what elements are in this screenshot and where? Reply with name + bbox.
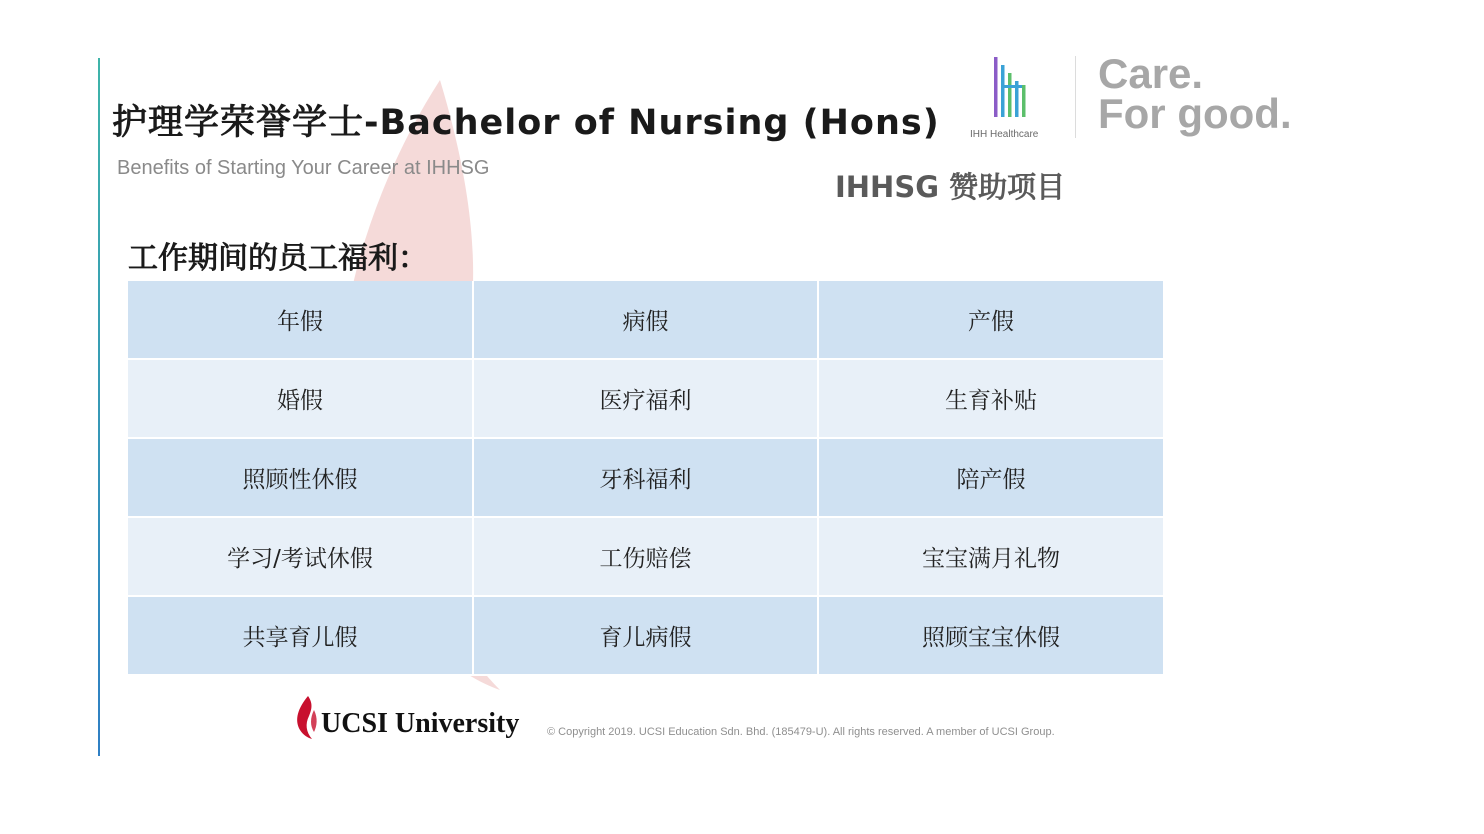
table-cell: 病假 <box>473 281 818 359</box>
table-cell: 照顾性休假 <box>128 438 473 517</box>
copyright-notice: © Copyright 2019. UCSI Education Sdn. Bhd. (185479-U). All rights reserved. A member of UCSI Group. <box>547 726 1055 738</box>
table-cell: 学习/考试休假 <box>128 517 473 596</box>
table-row <box>128 596 1163 675</box>
ucsi-flame-icon <box>294 696 318 740</box>
care-for-good-logo <box>1098 50 1292 137</box>
table-cell: 宝宝满月礼物 <box>818 517 1163 596</box>
left-accent-rule <box>98 58 100 756</box>
page-title: 护理学荣誉学士-Bachelor of Nursing (Hons) <box>112 103 940 143</box>
table-cell: 医疗福利 <box>473 359 818 438</box>
ihh-logo-text: IHH Healthcare <box>970 129 1039 140</box>
table-cell: 婚假 <box>128 359 473 438</box>
section-heading: 工作期间的员工福利： <box>128 241 428 276</box>
table-cell: 照顾宝宝休假 <box>818 596 1163 675</box>
table-row <box>128 438 1163 517</box>
table-cell: 育儿病假 <box>473 596 818 675</box>
table-row <box>128 359 1163 438</box>
benefits-table <box>128 281 1163 676</box>
sponsor-label: IHHSG 赞助项目 <box>835 170 1066 204</box>
page-subtitle: Benefits of Starting Your Career at IHHSG <box>117 157 490 179</box>
table-row <box>128 517 1163 596</box>
table-cell: 生育补贴 <box>818 359 1163 438</box>
logo-divider <box>1075 56 1076 138</box>
table-cell: 产假 <box>818 281 1163 359</box>
table-cell: 陪产假 <box>818 438 1163 517</box>
table-cell: 年假 <box>128 281 473 359</box>
care-slogan-line-2: For good. <box>1098 90 1292 137</box>
ihh-logo-icon <box>990 55 1038 123</box>
table-cell: 共享育儿假 <box>128 596 473 675</box>
ihh-healthcare-logo <box>968 55 1060 145</box>
care-slogan-line-1: Care. <box>1098 50 1204 97</box>
ucsi-university-name: UCSI University <box>321 708 520 739</box>
table-cell: 工伤赔偿 <box>473 517 818 596</box>
table-cell: 牙科福利 <box>473 438 818 517</box>
table-row <box>128 281 1163 359</box>
